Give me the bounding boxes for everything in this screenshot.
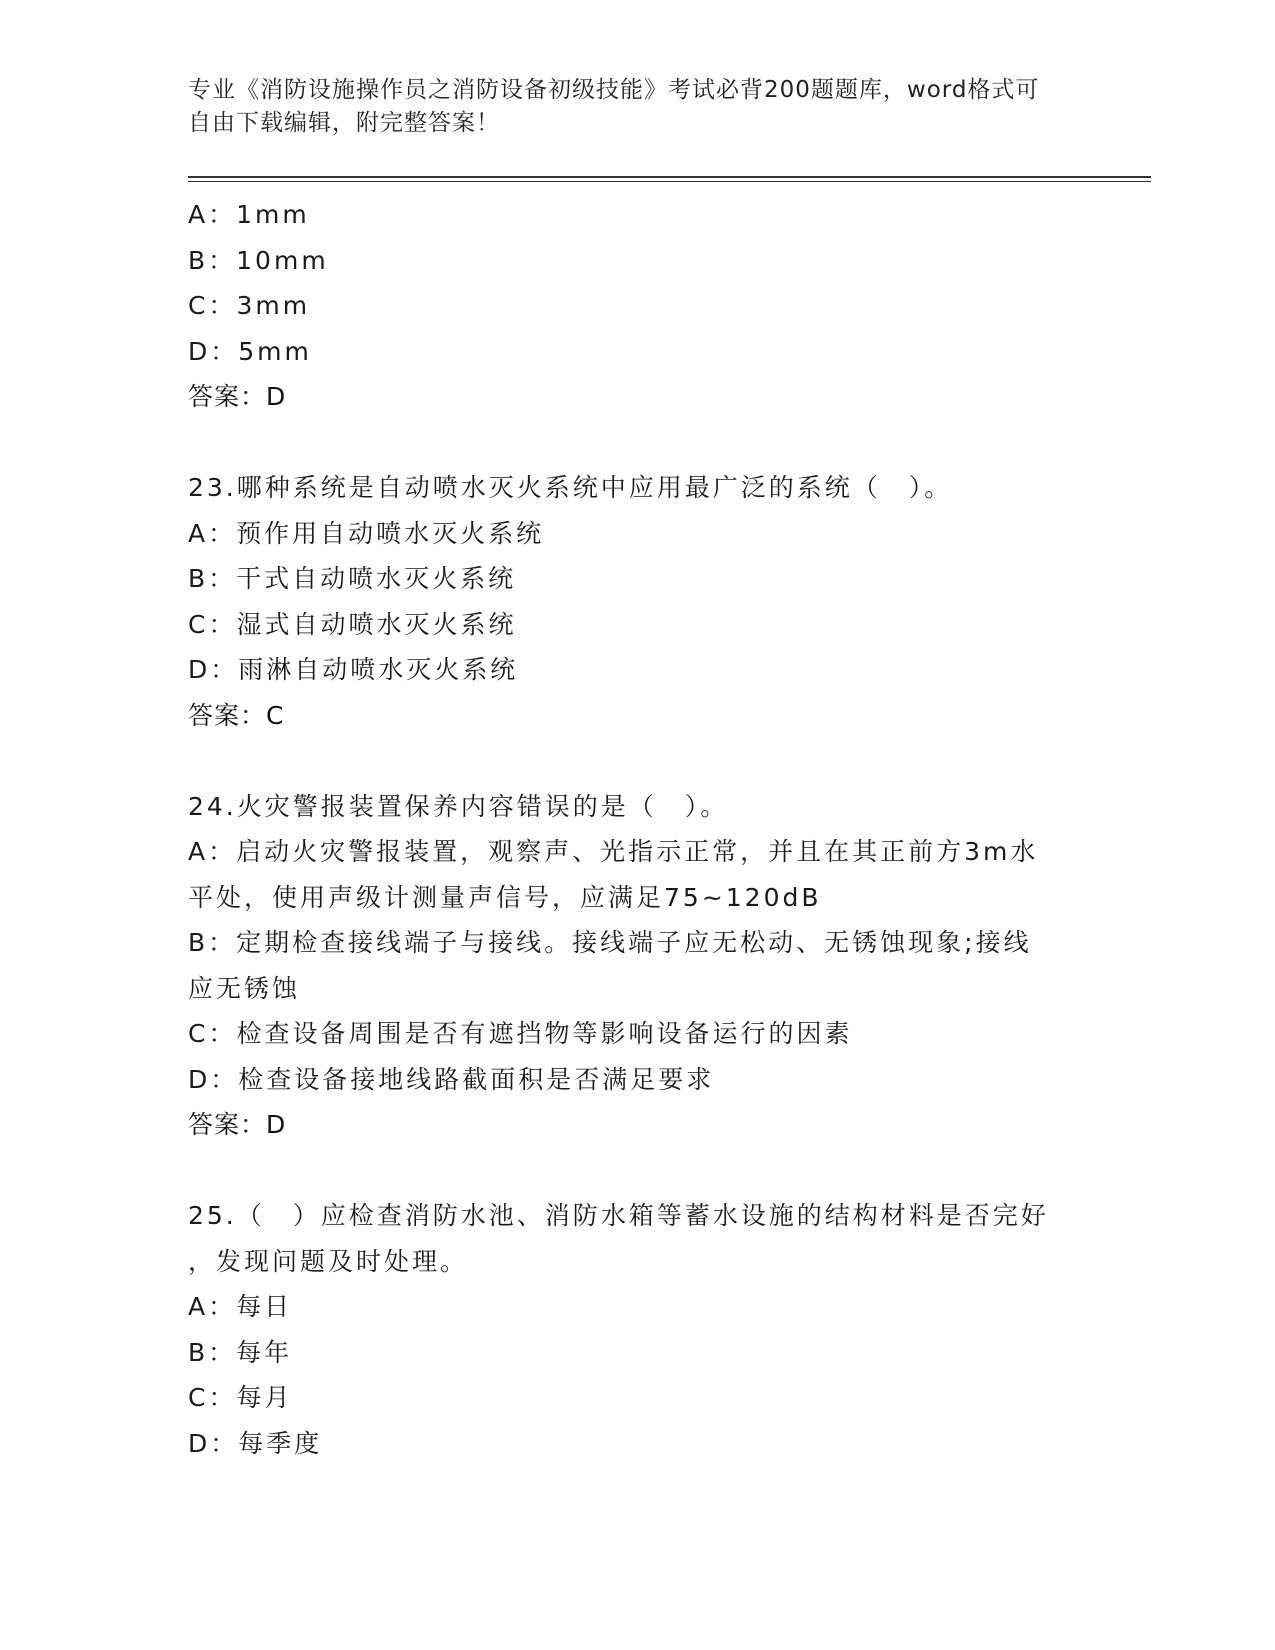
option-b-line-2: 应无锈蚀 [188,973,301,1003]
option-a-line-2: 平处，使用声级计测量声信号，应满足75~120dB [188,882,822,912]
answer: 答案：D [188,1110,287,1139]
question-list [188,192,1088,1466]
option-d: D：5mm [188,336,312,366]
answer: 答案：D [188,382,287,411]
option-c: C：湿式自动喷水灭火系统 [188,609,517,639]
option-d: D：检查设备接地线路截面积是否满足要求 [188,1064,715,1094]
question-stem-line-2: ，发现问题及时处理。 [188,1246,469,1276]
answer: 答案：C [188,700,285,730]
question-22 [188,192,1088,420]
question-24 [188,784,1088,1148]
question-25 [188,1193,1088,1466]
question-stem-line-1: 25.（ ）应检查消防水池、消防水箱等蓄水设施的结构材料是否完好 [188,1201,1049,1230]
option-b: B：10mm [188,245,329,275]
option-d: D：每季度 [188,1428,323,1458]
question-stem: 23.哪种系统是自动喷水灭火系统中应用最广泛的系统（ ）。 [188,473,953,502]
header-line-1: 专业《消防设施操作员之消防设备初级技能》考试必背200题题库，word格式可 [188,77,1040,103]
option-a-line-1: A：启动火灾警报装置，观察声、光指示正常，并且在其正前方3m水 [188,837,1039,866]
document-header [188,74,1068,140]
option-a: A：每日 [188,1292,293,1321]
spacer [188,738,1088,784]
option-c: C：3mm [188,291,311,320]
option-b: B：每年 [188,1337,293,1367]
option-c: C：每月 [188,1383,293,1412]
option-d: D：雨淋自动喷水灭火系统 [188,655,519,684]
option-b-line-1: B：定期检查接线端子与接线。接线端子应无松动、无锈蚀现象;接线 [188,928,1032,957]
option-a: A：预作用自动喷水灭火系统 [188,518,545,548]
header-line-2: 自由下载编辑，附完整答案！ [188,110,500,136]
option-c: C：检查设备周围是否有遮挡物等影响设备运行的因素 [188,1019,853,1048]
question-23 [188,465,1088,738]
option-b: B：干式自动喷水灭火系统 [188,564,517,593]
header-rule-thin [188,181,1151,182]
header-rule-thick [188,176,1151,178]
question-stem: 24.火灾警报装置保养内容错误的是（ ）。 [188,791,729,821]
option-a: A：1mm [188,200,310,229]
spacer [188,420,1088,466]
spacer [188,1148,1088,1194]
